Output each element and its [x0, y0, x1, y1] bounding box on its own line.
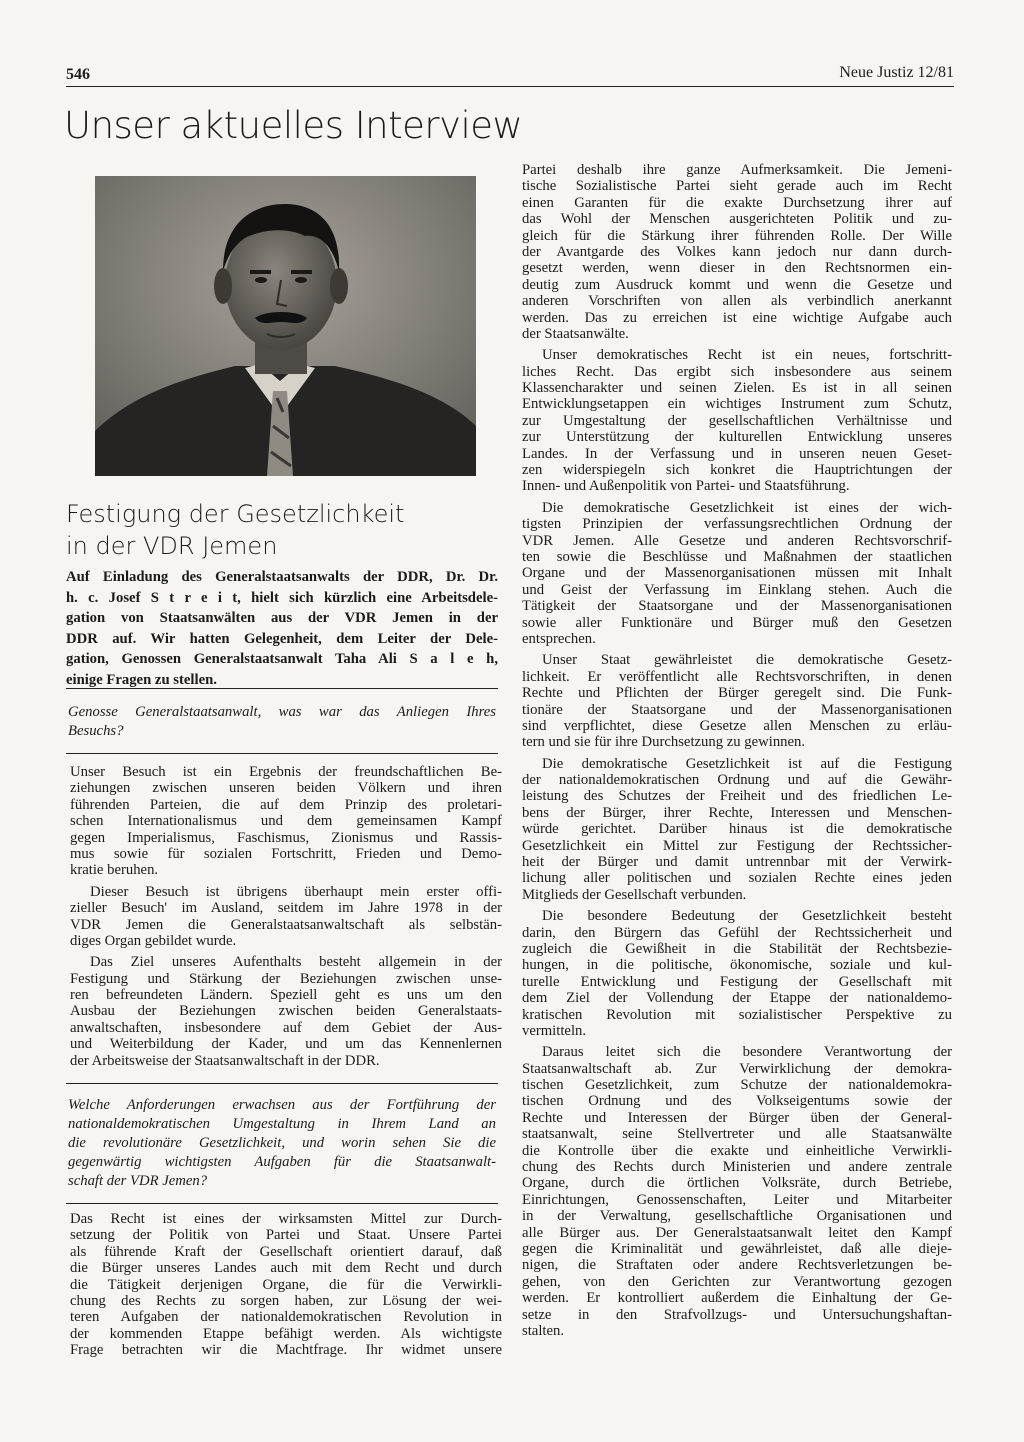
text-line: Mitglieds der Gesellschaft verbunden.	[522, 886, 747, 903]
text-line: zur Unterstützung der kulturellen Entwicklung unseres	[522, 429, 952, 446]
text-line: Das Recht ist eines der wirksamsten Mittel zur Durch-	[70, 1211, 502, 1227]
article-headline	[66, 498, 486, 562]
paragraph	[522, 652, 952, 750]
text-line: die Kontrolle über die exakte und einheitliche Verwirkli-	[522, 1142, 952, 1159]
text-line: nigen, die Straftaten oder andere Rechtsverletzungen be-	[522, 1257, 952, 1274]
question-line: Genosse Generalstaatsanwalt, was war das Anliegen Ihres	[68, 704, 496, 720]
text-line: der kommenden Etappe befähigt werden. Als wichtigste	[70, 1325, 502, 1342]
text-line: tischen Gesetzlichkeit, zum Schutze der nationaldemokra-	[522, 1077, 952, 1094]
text-line: der Arbeitsweise der Staatsanwaltschaft in der DDR.	[70, 1052, 380, 1069]
text-line: würde gerichtet. Darüber hinaus ist die demokratische	[522, 821, 952, 838]
text-line: Klassencharakter und seinen Zielen. Es ist in all seinen	[522, 380, 952, 397]
text-line: tigsten Prinzipien der verfassungsrechtlichen Ordnung der	[522, 516, 952, 533]
right-column	[522, 162, 952, 1344]
text-line: turelle Entwicklung und Festigung der Gesellschaft mit	[522, 973, 952, 990]
question-line: gegenwärtig wichtigsten Aufgaben für die Staatsanwalt-	[68, 1154, 496, 1170]
question-1	[66, 688, 498, 754]
paragraph	[522, 1044, 952, 1339]
text-line: Gesetzlichkeit ein Mittel zur Festigung der Rechtssicher-	[522, 837, 952, 854]
text-line: ren befreundeten Ländern. Speziell geht es uns um den	[70, 987, 502, 1004]
text-line: Staatsanwaltschaft ab. Zur Verwirklichung der demokra-	[522, 1060, 952, 1077]
text-line: Dieser Besuch ist übrigens überhaupt mein erster offi-	[90, 883, 502, 900]
text-line: kratischen Revolution mit sozialistischer Perspektive zu	[522, 1006, 952, 1023]
text-line: setzung der Politik von Partei und Staat. Unsere Partei	[70, 1227, 502, 1244]
text-line: heit der Bürger und damit untrennbar mit der Verwirk-	[522, 854, 952, 871]
text-line: entsprechen.	[522, 630, 596, 647]
text-line: leistung des Schutzes der Freiheit und des friedlichen Le-	[522, 788, 952, 805]
section-title: Unser aktuelles Interview	[64, 104, 523, 147]
text-line: teren Aufgaben der nationaldemokratischen Revolution in	[70, 1309, 502, 1326]
paragraph	[522, 500, 952, 648]
text-line: Unser demokratisches Recht ist ein neues, fortschritt-	[542, 347, 952, 364]
text-line: gehen, von den Gerichten zur Verantwortung gezogen	[522, 1273, 952, 1290]
text-line: Entwicklungsetappen ein wichtiges Instrument zum Schutz,	[522, 396, 952, 413]
text-line: Das Ziel unseres Aufenthalts besteht allgemein in der	[90, 954, 502, 971]
lead-line: DDR auf. Wir hatten Gelegenheit, dem Leiter der Dele-	[66, 630, 498, 647]
text-line: Die demokratische Gesetzlichkeit ist auf die Festigung	[542, 755, 952, 772]
text-line: chung des Rechts zu sorgen haben, zur Lösung der wei-	[70, 1292, 502, 1309]
text-line: gegen Imperialismus, Faschismus, Zionismus und Rassis-	[70, 829, 502, 846]
question-line: Welche Anforderungen erwachsen aus der Fortführung der	[68, 1097, 496, 1113]
text-line: Rechte und Interessen der Bürger üben der General-	[522, 1109, 952, 1126]
text-line: dem Ziel der Vollendung der Etappe der nationaldemo-	[522, 990, 952, 1007]
text-line: zur Umgestaltung der gesellschaftlichen Verhältnisse und	[522, 412, 952, 429]
text-line: vermitteln.	[522, 1022, 587, 1039]
text-line: stalten.	[522, 1322, 565, 1339]
text-line: Landes. In der Verfassung und in unseren neuen Geset-	[522, 445, 952, 462]
text-line: Tätigkeit der Staatsorgane und der Massenorganisationen	[522, 598, 952, 615]
question-2	[66, 1083, 498, 1204]
text-line: zieller Besuch' im Ausland, seitdem im Jahre 1978 in der	[70, 900, 502, 917]
paragraph	[70, 884, 502, 950]
lead-paragraph	[66, 567, 498, 690]
text-line: der Avantgarde des Volkes kann jedoch nur dann durch-	[522, 243, 952, 260]
text-line: VDR Jemen. Alle Gesetze und anderen Rechtsvorschrif-	[522, 532, 952, 549]
paragraph	[522, 756, 952, 904]
text-line: die Tätigkeit derjenigen Organe, die für die Verwirkli-	[70, 1276, 502, 1293]
journal-issue: Neue Justiz 12/81	[839, 64, 954, 81]
text-line: VDR Jemen die Generalstaatsanwaltschaft als selbstän-	[70, 916, 502, 933]
text-line: das Wohl der Menschen ausgerichteten Politik und zu-	[522, 211, 952, 228]
paragraph	[70, 954, 502, 1069]
paragraph	[522, 908, 952, 1039]
text-line: und Geist der Verfassung im Einklang stehen. Auch die	[522, 581, 952, 598]
text-line: anwaltschaften, insbesondere auf dem Gebiet der Aus-	[70, 1019, 502, 1036]
lead-line: gation von Staatsanwälten aus der VDR Jemen in der	[66, 610, 498, 626]
text-line: Rechte und Pflichten der Bürger geregelt sind. Die Funk-	[522, 685, 952, 702]
question-line: Besuchs?	[68, 723, 124, 739]
text-line: sind verpflichtet, diese Gesetze allen Menschen zu erläu-	[522, 717, 952, 734]
text-line: gesetzt werden, wenn dieser in den Rechtsnormen ein-	[522, 260, 952, 277]
text-line: die Bürger unseres Landes auch mit dem Recht und durch	[70, 1260, 502, 1277]
text-line: Unser Besuch ist ein Ergebnis der freundschaftlichen Be-	[70, 764, 502, 780]
text-line: Organe, durch die örtlichen Volksräte, durch Betriebe,	[522, 1175, 952, 1192]
answer-2	[70, 1211, 502, 1364]
text-line: Einrichtungen, Genossenschaften, Leiter und Mitarbeiter	[522, 1191, 952, 1208]
text-line: in der Verwaltung, gesellschaftliche Organisationen und	[522, 1208, 952, 1225]
text-line: als führende Kraft der Gesellschaft orientiert darauf, daß	[70, 1243, 502, 1260]
paragraph	[70, 1211, 502, 1359]
text-line: Frage betrachten wir die Machtfrage. Ihr widmet unsere	[70, 1342, 502, 1359]
text-line: zen widerspiegeln sich konkret die Hauptrichtungen der	[522, 462, 952, 479]
text-line: deutig zum Ausdruck kommt und wenn die Gesetze und	[522, 276, 952, 293]
lead-line: einige Fragen zu stellen.	[66, 671, 217, 688]
text-line: Organe und der Massenorganisationen müssen mit Inhalt	[522, 565, 952, 582]
text-line: zugleich die Gewißheit in die Stabilität der Rechtsbezie-	[522, 940, 952, 957]
text-line: staatsanwalt, seine Stellvertreter und alle Staatsanwälte	[522, 1126, 952, 1143]
text-line: tern und sie für ihre Durchsetzung zu gewinnen.	[522, 734, 806, 751]
text-line: hungen, in die politische, ökonomische, soziale und kul-	[522, 957, 952, 974]
headline-line: Festigung der Gesetzlichkeit	[66, 500, 405, 528]
question-line: schaft der VDR Jemen?	[68, 1173, 208, 1189]
text-line: tionäre der Staatsorgane und der Massenorganisationen	[522, 701, 952, 718]
page-header	[66, 62, 954, 87]
text-line: sowie aller Funktionäre und Bürger muß den Gesetzen	[522, 614, 952, 631]
text-line: gleich für die Stärkung ihrer führenden Rolle. Der Wille	[522, 227, 952, 244]
text-line: bens der Bürger, ihrer Rechte, Interessen und Menschen-	[522, 804, 952, 821]
text-line: liches Recht. Das ergibt sich insbesondere aus seinem	[522, 363, 952, 380]
text-line: Innen- und Außenpolitik von Partei- und Staatsführung.	[522, 478, 850, 495]
text-line: ziehungen zwischen unseren beiden Völkern und ihren	[70, 780, 502, 797]
paragraph	[70, 764, 502, 879]
text-line: der nationaldemokratischen Ordnung und auf die Gewähr-	[522, 772, 952, 789]
text-line: chung des Rechts durch Ministerien und andere zentrale	[522, 1159, 952, 1176]
text-line: werden. Das zu erreichen ist eine wichtige Aufgabe auch	[522, 309, 952, 326]
question-line: nationaldemokratischen Umgestaltung in Ihrem Land an	[68, 1116, 496, 1132]
text-line: Festigung und Stärkung der Beziehungen zwischen unse-	[70, 970, 502, 987]
text-line: werden. Er kontrolliert außerdem die Einhaltung der Ge-	[522, 1290, 952, 1307]
text-line: Daraus leitet sich die besondere Verantwortung der	[542, 1044, 952, 1061]
text-line: anderen Vorschriften von allen als verbindlich anerkannt	[522, 293, 952, 310]
text-line: lichkeit. Er veröffentlicht alle Rechtsvorschriften, in denen	[522, 668, 952, 685]
headline-line: in der VDR Jemen	[66, 532, 278, 560]
text-line: gegen die Kriminalität und gewährleistet, daß alle dieje-	[522, 1241, 952, 1257]
text-line: darin, den Bürgern das Gefühl der Rechtssicherheit und	[522, 924, 952, 941]
text-line: tischen Ordnung und des Volkseigentums sowie der	[522, 1093, 952, 1110]
paragraph	[522, 162, 952, 342]
page-number: 546	[66, 66, 90, 83]
text-line: alle Bürger aus. Der Generalstaatsanwalt leitet den Kampf	[522, 1224, 952, 1241]
paragraph	[522, 347, 952, 495]
lead-line: h. c. Josef S t r e i t, hielt sich kürzlich eine Arbeitsdele-	[66, 589, 498, 606]
text-line: und Weiterbildung der Kader, und um das Kennenlernen	[70, 1036, 502, 1053]
text-line: Die demokratische Gesetzlichkeit ist eines der wich-	[542, 499, 952, 516]
text-line: lichung aller politischen und sozialen Rechte eines jeden	[522, 870, 952, 887]
lead-line: gation, Genossen Generalstaatsanwalt Taha Ali S a l e h,	[66, 651, 498, 667]
text-line: der Staatsanwälte.	[522, 325, 629, 342]
text-line: mus sowie für sozialen Fortschritt, Frieden und Demo-	[70, 845, 502, 862]
text-line: führenden Parteien, die auf dem Prinzip des proletari-	[70, 796, 502, 813]
lead-line: Auf Einladung des Generalstaatsanwalts der DDR, Dr. Dr.	[66, 569, 498, 585]
text-line: ten sowie die Beschlüsse und Maßnahmen der staatlichen	[522, 548, 952, 565]
text-line: kratie beruhen.	[70, 862, 159, 879]
text-line: diges Organ gebildet wurde.	[70, 932, 237, 949]
text-line: schen Internationalismus und dem gemeinsamen Kampf	[70, 813, 502, 830]
text-line: einen Garanten für die exakte Durchsetzung ihrer auf	[522, 194, 952, 211]
text-line: Die besondere Bedeutung der Gesetzlichkeit besteht	[542, 908, 952, 925]
answer-1	[70, 764, 502, 1074]
text-line: tische Sozialistische Partei sieht gerade auch im Recht	[522, 178, 952, 195]
text-line: Partei deshalb ihre ganze Aufmerksamkeit. Die Jemeni-	[522, 162, 952, 178]
portrait-photo-icon	[95, 176, 476, 476]
question-2-text	[66, 1096, 498, 1191]
question-1-text	[66, 703, 498, 741]
question-line: die revolutionäre Gesetzlichkeit, und worin sehen Sie die	[68, 1135, 496, 1151]
text-line: Unser Staat gewährleistet die demokratische Gesetz-	[542, 652, 952, 669]
text-line: setze in den Strafvollzugs- und Untersuchungshaftan-	[522, 1306, 952, 1323]
text-line: Ausbau der Beziehungen zwischen beiden Generalstaats-	[70, 1003, 502, 1020]
